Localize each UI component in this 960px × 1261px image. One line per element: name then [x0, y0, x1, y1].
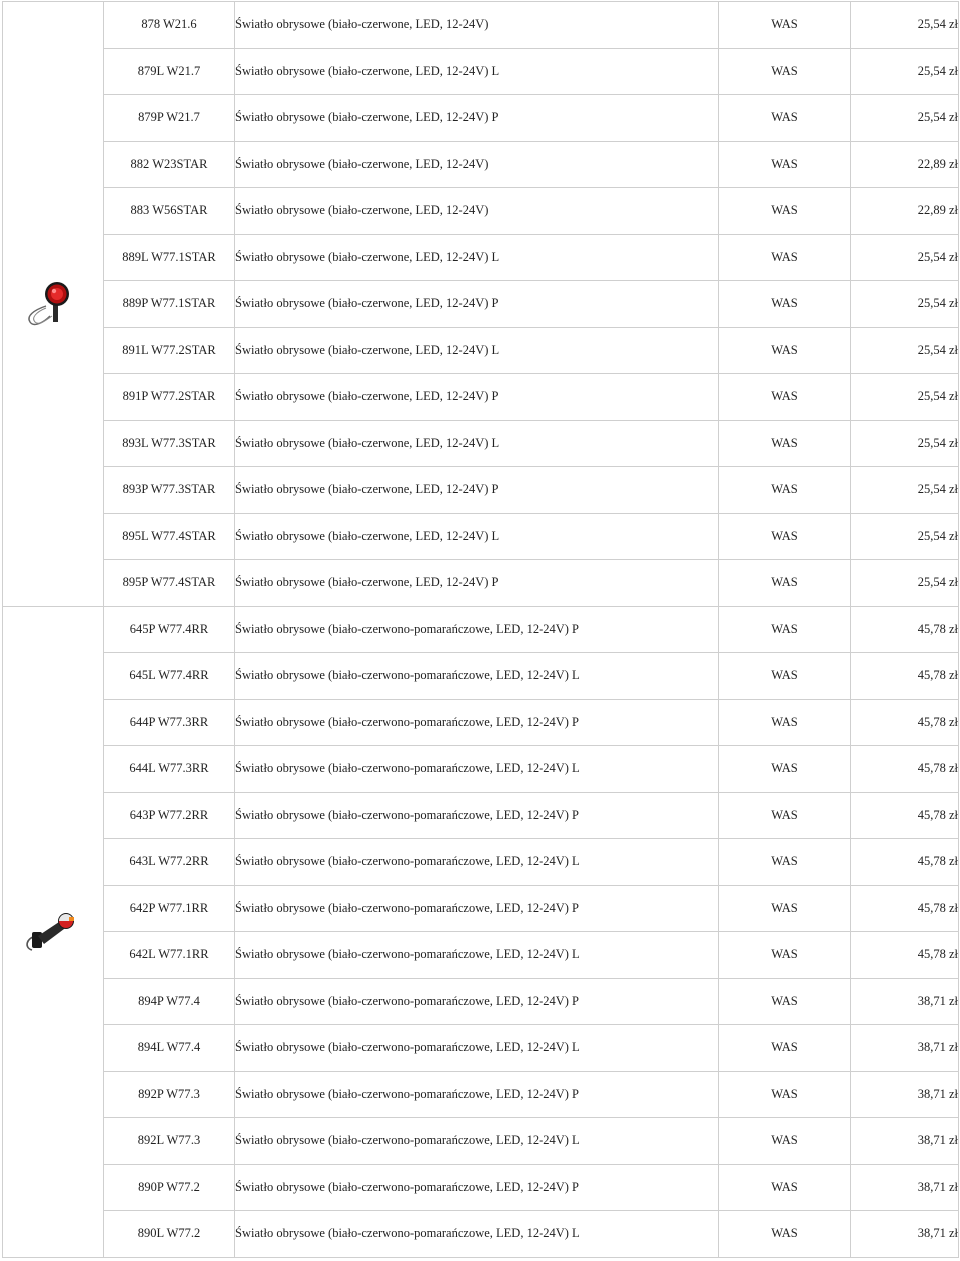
product-description: Światło obrysowe (biało-czerwone, LED, 12-24V) P — [235, 95, 719, 142]
product-code: 895P W77.4STAR — [104, 560, 235, 607]
product-description: Światło obrysowe (biało-czerwono-pomarańczowe, LED, 12-24V) P — [235, 699, 719, 746]
table-row — [3, 374, 959, 421]
product-code: 643L W77.2RR — [104, 839, 235, 886]
table-row — [3, 1025, 959, 1072]
product-price: 45,78 zł — [851, 653, 959, 700]
product-code: 893L W77.3STAR — [104, 420, 235, 467]
product-description: Światło obrysowe (biało-czerwono-pomarańczowe, LED, 12-24V) L — [235, 932, 719, 979]
product-price: 45,78 zł — [851, 792, 959, 839]
product-brand: WAS — [719, 1164, 851, 1211]
table-row — [3, 48, 959, 95]
product-description: Światło obrysowe (biało-czerwono-pomarańczowe, LED, 12-24V) L — [235, 1025, 719, 1072]
product-brand: WAS — [719, 699, 851, 746]
product-code: 891P W77.2STAR — [104, 374, 235, 421]
product-brand: WAS — [719, 653, 851, 700]
product-brand: WAS — [719, 1071, 851, 1118]
product-description: Światło obrysowe (biało-czerwono-pomarańczowe, LED, 12-24V) L — [235, 746, 719, 793]
product-price: 25,54 zł — [851, 95, 959, 142]
product-price: 25,54 zł — [851, 467, 959, 514]
product-price: 45,78 zł — [851, 839, 959, 886]
table-row — [3, 1164, 959, 1211]
product-price: 45,78 zł — [851, 932, 959, 979]
product-description: Światło obrysowe (biało-czerwone, LED, 12-24V) L — [235, 327, 719, 374]
product-code: 894L W77.4 — [104, 1025, 235, 1072]
product-code: 893P W77.3STAR — [104, 467, 235, 514]
product-code: 883 W56STAR — [104, 188, 235, 235]
product-code: 642P W77.1RR — [104, 885, 235, 932]
product-brand: WAS — [719, 1118, 851, 1165]
product-brand: WAS — [719, 606, 851, 653]
product-description: Światło obrysowe (biało-czerwone, LED, 12-24V) — [235, 141, 719, 188]
table-row — [3, 513, 959, 560]
product-description: Światło obrysowe (biało-czerwono-pomarańczowe, LED, 12-24V) L — [235, 1118, 719, 1165]
product-price: 25,54 zł — [851, 281, 959, 328]
product-description: Światło obrysowe (biało-czerwono-pomarańczowe, LED, 12-24V) P — [235, 792, 719, 839]
table-row — [3, 95, 959, 142]
product-brand: WAS — [719, 374, 851, 421]
product-table — [2, 1, 959, 1258]
product-code: 890L W77.2 — [104, 1211, 235, 1258]
product-price: 25,54 zł — [851, 374, 959, 421]
product-description: Światło obrysowe (biało-czerwone, LED, 12-24V) — [235, 188, 719, 235]
product-price: 38,71 zł — [851, 1071, 959, 1118]
table-row — [3, 2, 959, 49]
table-row — [3, 839, 959, 886]
product-brand: WAS — [719, 234, 851, 281]
product-brand: WAS — [719, 95, 851, 142]
product-description: Światło obrysowe (biało-czerwono-pomarańczowe, LED, 12-24V) P — [235, 1164, 719, 1211]
product-description: Światło obrysowe (biało-czerwone, LED, 12-24V) L — [235, 420, 719, 467]
product-description: Światło obrysowe (biało-czerwono-pomarańczowe, LED, 12-24V) P — [235, 885, 719, 932]
product-code: 878 W21.6 — [104, 2, 235, 49]
product-brand: WAS — [719, 188, 851, 235]
table-row — [3, 1211, 959, 1258]
table-row — [3, 234, 959, 281]
product-code: 889L W77.1STAR — [104, 234, 235, 281]
product-code: 892P W77.3 — [104, 1071, 235, 1118]
table-row — [3, 188, 959, 235]
product-brand: WAS — [719, 978, 851, 1025]
product-price: 25,54 zł — [851, 560, 959, 607]
product-price: 45,78 zł — [851, 699, 959, 746]
product-price: 38,71 zł — [851, 1164, 959, 1211]
product-description: Światło obrysowe (biało-czerwono-pomarańczowe, LED, 12-24V) L — [235, 1211, 719, 1258]
product-image-cell — [3, 606, 104, 1257]
table-row — [3, 141, 959, 188]
product-description: Światło obrysowe (biało-czerwone, LED, 12-24V) P — [235, 374, 719, 421]
product-description: Światło obrysowe (biało-czerwono-pomarańczowe, LED, 12-24V) L — [235, 653, 719, 700]
product-code: 892L W77.3 — [104, 1118, 235, 1165]
table-row — [3, 560, 959, 607]
product-code: 891L W77.2STAR — [104, 327, 235, 374]
product-code: 895L W77.4STAR — [104, 513, 235, 560]
product-description: Światło obrysowe (biało-czerwone, LED, 12-24V) P — [235, 467, 719, 514]
product-price: 25,54 zł — [851, 420, 959, 467]
product-code: 879L W21.7 — [104, 48, 235, 95]
product-brand: WAS — [719, 513, 851, 560]
product-brand: WAS — [719, 560, 851, 607]
product-code: 645L W77.4RR — [104, 653, 235, 700]
product-price: 25,54 zł — [851, 48, 959, 95]
product-price: 25,54 zł — [851, 513, 959, 560]
table-row — [3, 932, 959, 979]
product-code: 879P W21.7 — [104, 95, 235, 142]
product-description: Światło obrysowe (biało-czerwono-pomarańczowe, LED, 12-24V) L — [235, 839, 719, 886]
product-code: 894P W77.4 — [104, 978, 235, 1025]
product-brand: WAS — [719, 281, 851, 328]
product-code: 644L W77.3RR — [104, 746, 235, 793]
product-description: Światło obrysowe (biało-czerwone, LED, 12-24V) L — [235, 234, 719, 281]
product-brand: WAS — [719, 885, 851, 932]
table-row — [3, 746, 959, 793]
product-brand: WAS — [719, 467, 851, 514]
red-round-marker-lamp-icon — [22, 276, 84, 332]
product-description: Światło obrysowe (biało-czerwone, LED, 12-24V) — [235, 2, 719, 49]
table-row — [3, 885, 959, 932]
table-row — [3, 1071, 959, 1118]
product-code: 890P W77.2 — [104, 1164, 235, 1211]
product-brand: WAS — [719, 746, 851, 793]
product-description: Światło obrysowe (biało-czerwone, LED, 12-24V) P — [235, 560, 719, 607]
table-row — [3, 978, 959, 1025]
product-code: 889P W77.1STAR — [104, 281, 235, 328]
product-brand: WAS — [719, 48, 851, 95]
product-description: Światło obrysowe (biało-czerwone, LED, 12-24V) L — [235, 513, 719, 560]
product-code: 644P W77.3RR — [104, 699, 235, 746]
product-brand: WAS — [719, 141, 851, 188]
product-price: 22,89 zł — [851, 141, 959, 188]
product-price: 45,78 zł — [851, 746, 959, 793]
product-price: 45,78 zł — [851, 885, 959, 932]
product-price: 25,54 zł — [851, 327, 959, 374]
product-code: 642L W77.1RR — [104, 932, 235, 979]
product-image-cell — [3, 2, 104, 607]
table-row — [3, 420, 959, 467]
product-brand: WAS — [719, 2, 851, 49]
table-row — [3, 606, 959, 653]
product-description: Światło obrysowe (biało-czerwono-pomarańczowe, LED, 12-24V) P — [235, 606, 719, 653]
product-code: 645P W77.4RR — [104, 606, 235, 653]
product-brand: WAS — [719, 420, 851, 467]
product-price: 45,78 zł — [851, 606, 959, 653]
product-price: 22,89 zł — [851, 188, 959, 235]
product-code: 643P W77.2RR — [104, 792, 235, 839]
product-price: 38,71 zł — [851, 1118, 959, 1165]
table-row — [3, 327, 959, 374]
product-description: Światło obrysowe (biało-czerwone, LED, 12-24V) L — [235, 48, 719, 95]
table-row — [3, 281, 959, 328]
table-row — [3, 699, 959, 746]
product-brand: WAS — [719, 1211, 851, 1258]
product-brand: WAS — [719, 327, 851, 374]
product-price: 38,71 zł — [851, 978, 959, 1025]
product-description: Światło obrysowe (biało-czerwono-pomarańczowe, LED, 12-24V) P — [235, 978, 719, 1025]
product-brand: WAS — [719, 792, 851, 839]
product-description: Światło obrysowe (biało-czerwone, LED, 12-24V) P — [235, 281, 719, 328]
angled-stalk-marker-lamp-icon — [22, 906, 84, 958]
product-brand: WAS — [719, 1025, 851, 1072]
product-price: 25,54 zł — [851, 2, 959, 49]
product-brand: WAS — [719, 839, 851, 886]
table-row — [3, 1118, 959, 1165]
product-price: 38,71 zł — [851, 1025, 959, 1072]
product-code: 882 W23STAR — [104, 141, 235, 188]
table-row — [3, 467, 959, 514]
table-row — [3, 792, 959, 839]
product-description: Światło obrysowe (biało-czerwono-pomarańczowe, LED, 12-24V) P — [235, 1071, 719, 1118]
table-row — [3, 653, 959, 700]
product-brand: WAS — [719, 932, 851, 979]
product-price: 38,71 zł — [851, 1211, 959, 1258]
product-price: 25,54 zł — [851, 234, 959, 281]
